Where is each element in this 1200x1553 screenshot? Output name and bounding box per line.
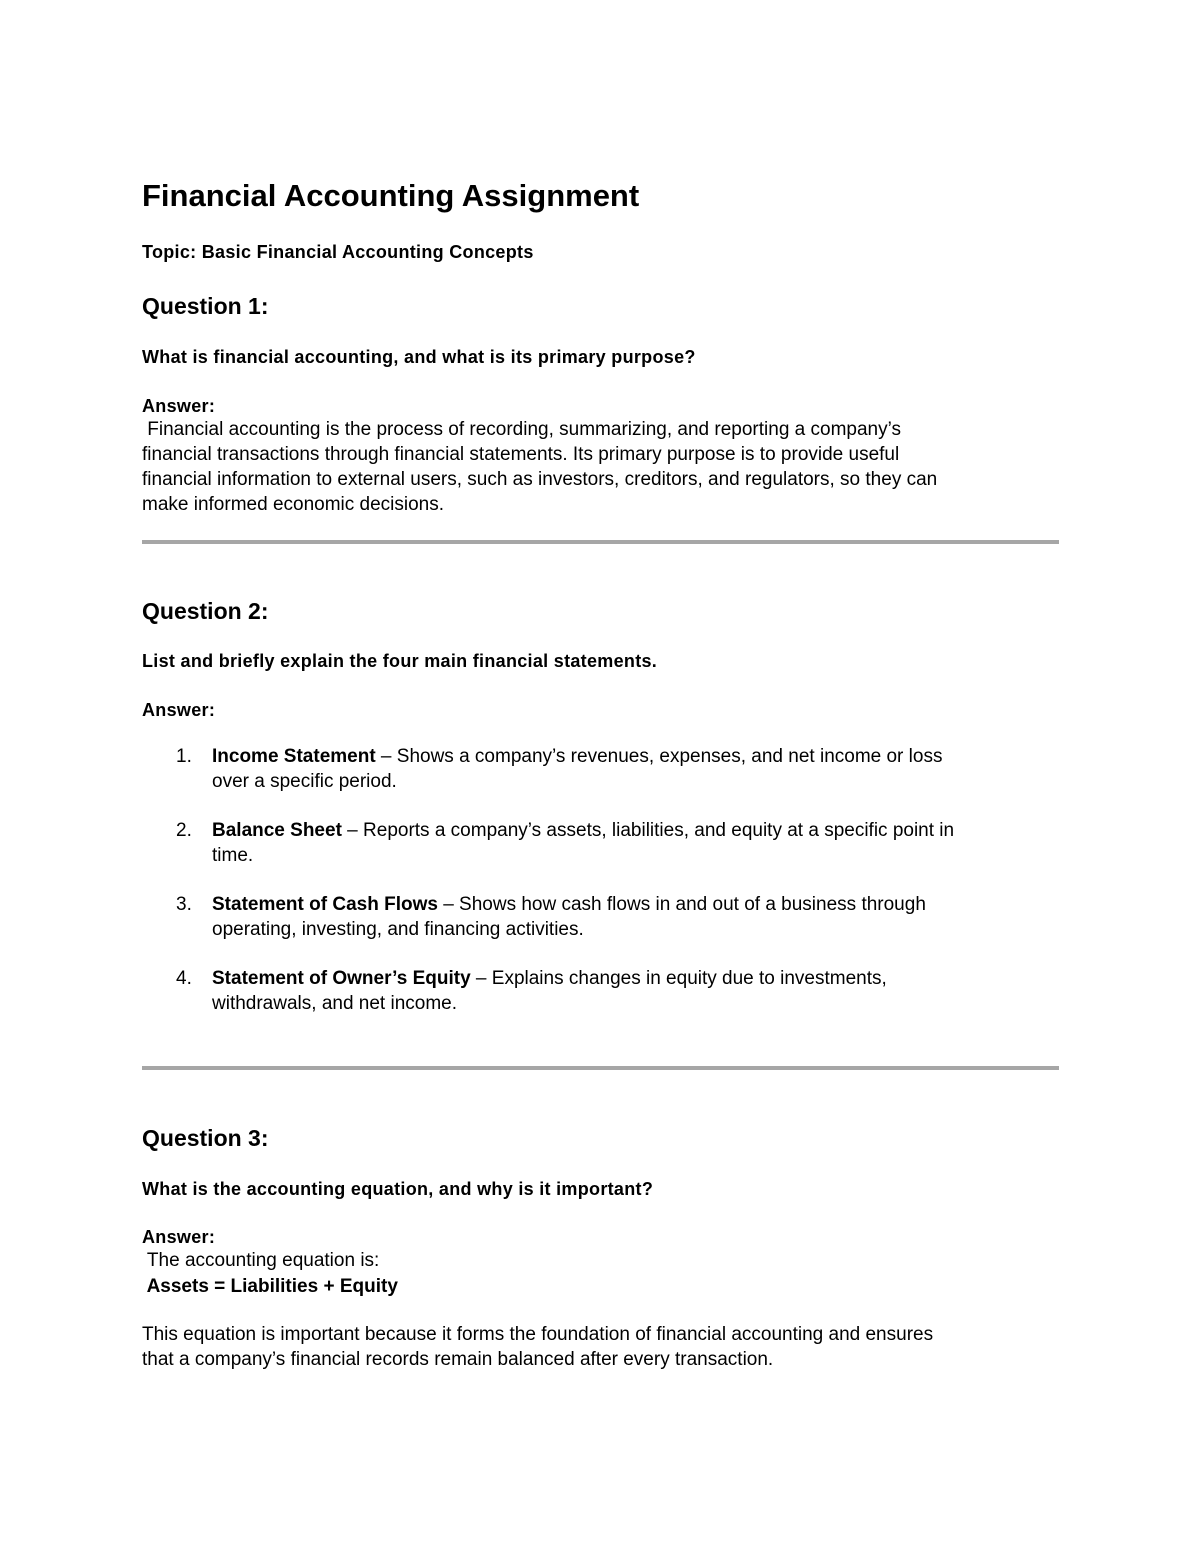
question-1-answer: [142, 417, 1062, 517]
answer-line: Financial accounting is the process of recording, summarizing, and reporting a company’s: [142, 419, 901, 440]
list-item-number: 1.: [176, 746, 192, 767]
list-item: [142, 892, 1059, 942]
question-2-heading: Question 2:: [142, 598, 269, 624]
answer-line: make informed economic decisions.: [142, 494, 445, 515]
question-3-text: What is the accounting equation, and why is it important?: [142, 1179, 654, 1199]
list-item-desc: – Shows a company’s revenues, expenses, and net income or loss: [375, 746, 943, 767]
list-item-term: Balance Sheet: [212, 820, 342, 841]
list-item-desc-cont: over a specific period.: [212, 771, 397, 792]
question-2-answer-label: Answer:: [142, 700, 216, 720]
list-item-desc: – Shows how cash flows in and out of a business through: [437, 894, 926, 915]
question-3-answer-label: Answer:: [142, 1227, 216, 1247]
list-item: [142, 966, 1059, 1016]
list-item: [142, 818, 1059, 868]
equation-intro: The accounting equation is:: [142, 1250, 380, 1271]
financial-statements-list: [142, 744, 1059, 1040]
accounting-equation: Assets = Liabilities + Equity: [142, 1276, 398, 1297]
question-1-text: What is financial accounting, and what is its primary purpose?: [142, 347, 696, 367]
list-item-desc-cont: withdrawals, and net income.: [212, 993, 458, 1014]
explanation-line: This equation is important because it forms the foundation of financial accounting and ensures: [142, 1324, 934, 1345]
document-title: Financial Accounting Assignment: [142, 178, 640, 213]
list-item-term: Income Statement: [212, 746, 376, 767]
answer-line: financial transactions through financial statements. Its primary purpose is to provide useful: [142, 444, 900, 465]
section-divider: [142, 540, 1059, 544]
question-1-answer-label: Answer:: [142, 396, 216, 416]
list-item-number: 2.: [176, 820, 192, 841]
list-item-desc-cont: time.: [212, 845, 254, 866]
section-divider: [142, 1066, 1059, 1070]
equation-explanation: [142, 1322, 1062, 1372]
list-item-number: 3.: [176, 894, 192, 915]
list-item-desc: – Explains changes in equity due to investments,: [470, 968, 887, 989]
topic-line: Topic: Basic Financial Accounting Concepts: [142, 242, 534, 262]
list-item-desc-cont: operating, investing, and financing activities.: [212, 919, 584, 940]
question-3-heading: Question 3:: [142, 1125, 269, 1151]
list-item-term: Statement of Owner’s Equity: [212, 968, 471, 989]
question-1-heading: Question 1:: [142, 293, 269, 319]
list-item-term: Statement of Cash Flows: [212, 894, 438, 915]
list-item: [142, 744, 1059, 794]
list-item-desc: – Reports a company’s assets, liabilities, and equity at a specific point in: [341, 820, 955, 841]
explanation-line: that a company’s financial records remain balanced after every transaction.: [142, 1349, 774, 1370]
question-2-text: List and briefly explain the four main financial statements.: [142, 651, 658, 671]
list-item-number: 4.: [176, 968, 192, 989]
answer-line: financial information to external users, such as investors, creditors, and regulators, so they can: [142, 469, 938, 490]
